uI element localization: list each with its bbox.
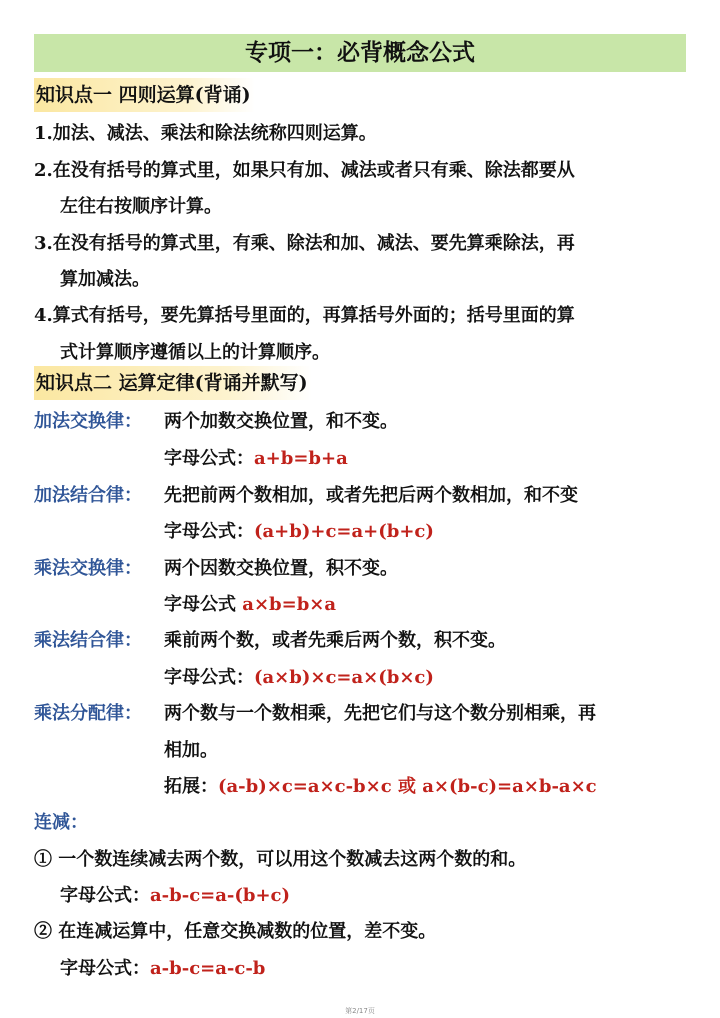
page-title: 专项一：必背概念公式	[34, 34, 686, 72]
law-formula-mul-associative	[164, 663, 434, 689]
rule-2-cont: 左往右按顺序计算。	[60, 196, 222, 217]
formula: (a+b)+c=a+(b+c)	[254, 521, 434, 542]
formula-label: 字母公式：	[164, 448, 254, 469]
law-term-mul-associative: 乘法结合律：	[34, 630, 142, 651]
rule-1: 1.加法、减法、乘法和除法统称四则运算。	[34, 123, 377, 144]
extension-formula-1: (a-b)×c=a×c-b×c	[218, 776, 392, 797]
formula-label: 字母公式：	[164, 667, 254, 688]
law-desc-mul-associative: 乘前两个数，或者先乘后两个数，积不变。	[164, 630, 506, 651]
continuous-subtraction-heading: 连减：	[34, 812, 88, 833]
formula: a-b-c=a-c-b	[150, 958, 266, 979]
formula: a×b=b×a	[242, 594, 337, 615]
law-desc-add-associative: 先把前两个数相加，或者先把后两个数相加，和不变	[164, 485, 578, 506]
formula-label: 字母公式：	[60, 885, 150, 906]
formula: a+b=b+a	[254, 448, 348, 469]
law-formula-add-associative	[164, 517, 434, 543]
formula-label: 字母公式：	[60, 958, 150, 979]
rule-3-cont: 算加减法。	[60, 269, 150, 290]
continuous-subtraction-formula-1	[60, 881, 290, 907]
rule-4-cont: 式计算顺序遵循以上的计算顺序。	[60, 342, 330, 363]
law-extension-distributive	[164, 772, 597, 798]
rule-2: 2.在没有括号的算式里，如果只有加、减法或者只有乘、除法都要从	[34, 160, 575, 181]
formula-label: 字母公式	[164, 594, 236, 615]
page-number: 第2/17页	[345, 1007, 375, 1015]
law-term-mul-commutative: 乘法交换律：	[34, 558, 142, 579]
law-term-add-commutative: 加法交换律：	[34, 411, 142, 432]
rule-3: 3.在没有括号的算式里，有乘、除法和加、减法、要先算乘除法，再	[34, 233, 575, 254]
law-desc-distributive-cont: 相加。	[164, 740, 218, 761]
formula-label: 字母公式：	[164, 521, 254, 542]
extension-label: 拓展：	[164, 776, 218, 797]
law-desc-add-commutative: 两个加数交换位置，和不变。	[164, 411, 398, 432]
law-desc-distributive: 两个数与一个数相乘，先把它们与这个数分别相乘，再	[164, 703, 596, 724]
continuous-subtraction-item-2: ② 在连减运算中，任意交换减数的位置，差不变。	[34, 921, 437, 942]
extension-or: 或	[397, 776, 416, 797]
formula: a-b-c=a-(b+c)	[150, 885, 291, 906]
law-term-distributive: 乘法分配律：	[34, 703, 142, 724]
formula: (a×b)×c=a×(b×c)	[254, 667, 434, 688]
law-formula-mul-commutative	[164, 590, 336, 616]
rule-4: 4.算式有括号，要先算括号里面的，再算括号外面的；括号里面的算	[34, 305, 575, 326]
extension-formula-2: a×(b-c)=a×b-a×c	[422, 776, 597, 797]
continuous-subtraction-formula-2	[60, 954, 265, 980]
law-formula-add-commutative	[164, 444, 348, 470]
section-heading-laws: 知识点二 运算定律(背诵并默写)	[34, 366, 312, 400]
section-heading-arithmetic: 知识点一 四则运算(背诵)	[34, 78, 255, 112]
continuous-subtraction-item-1: ① 一个数连续减去两个数，可以用这个数减去这两个数的和。	[34, 849, 527, 870]
law-desc-mul-commutative: 两个因数交换位置，积不变。	[164, 558, 398, 579]
law-term-add-associative: 加法结合律：	[34, 485, 142, 506]
